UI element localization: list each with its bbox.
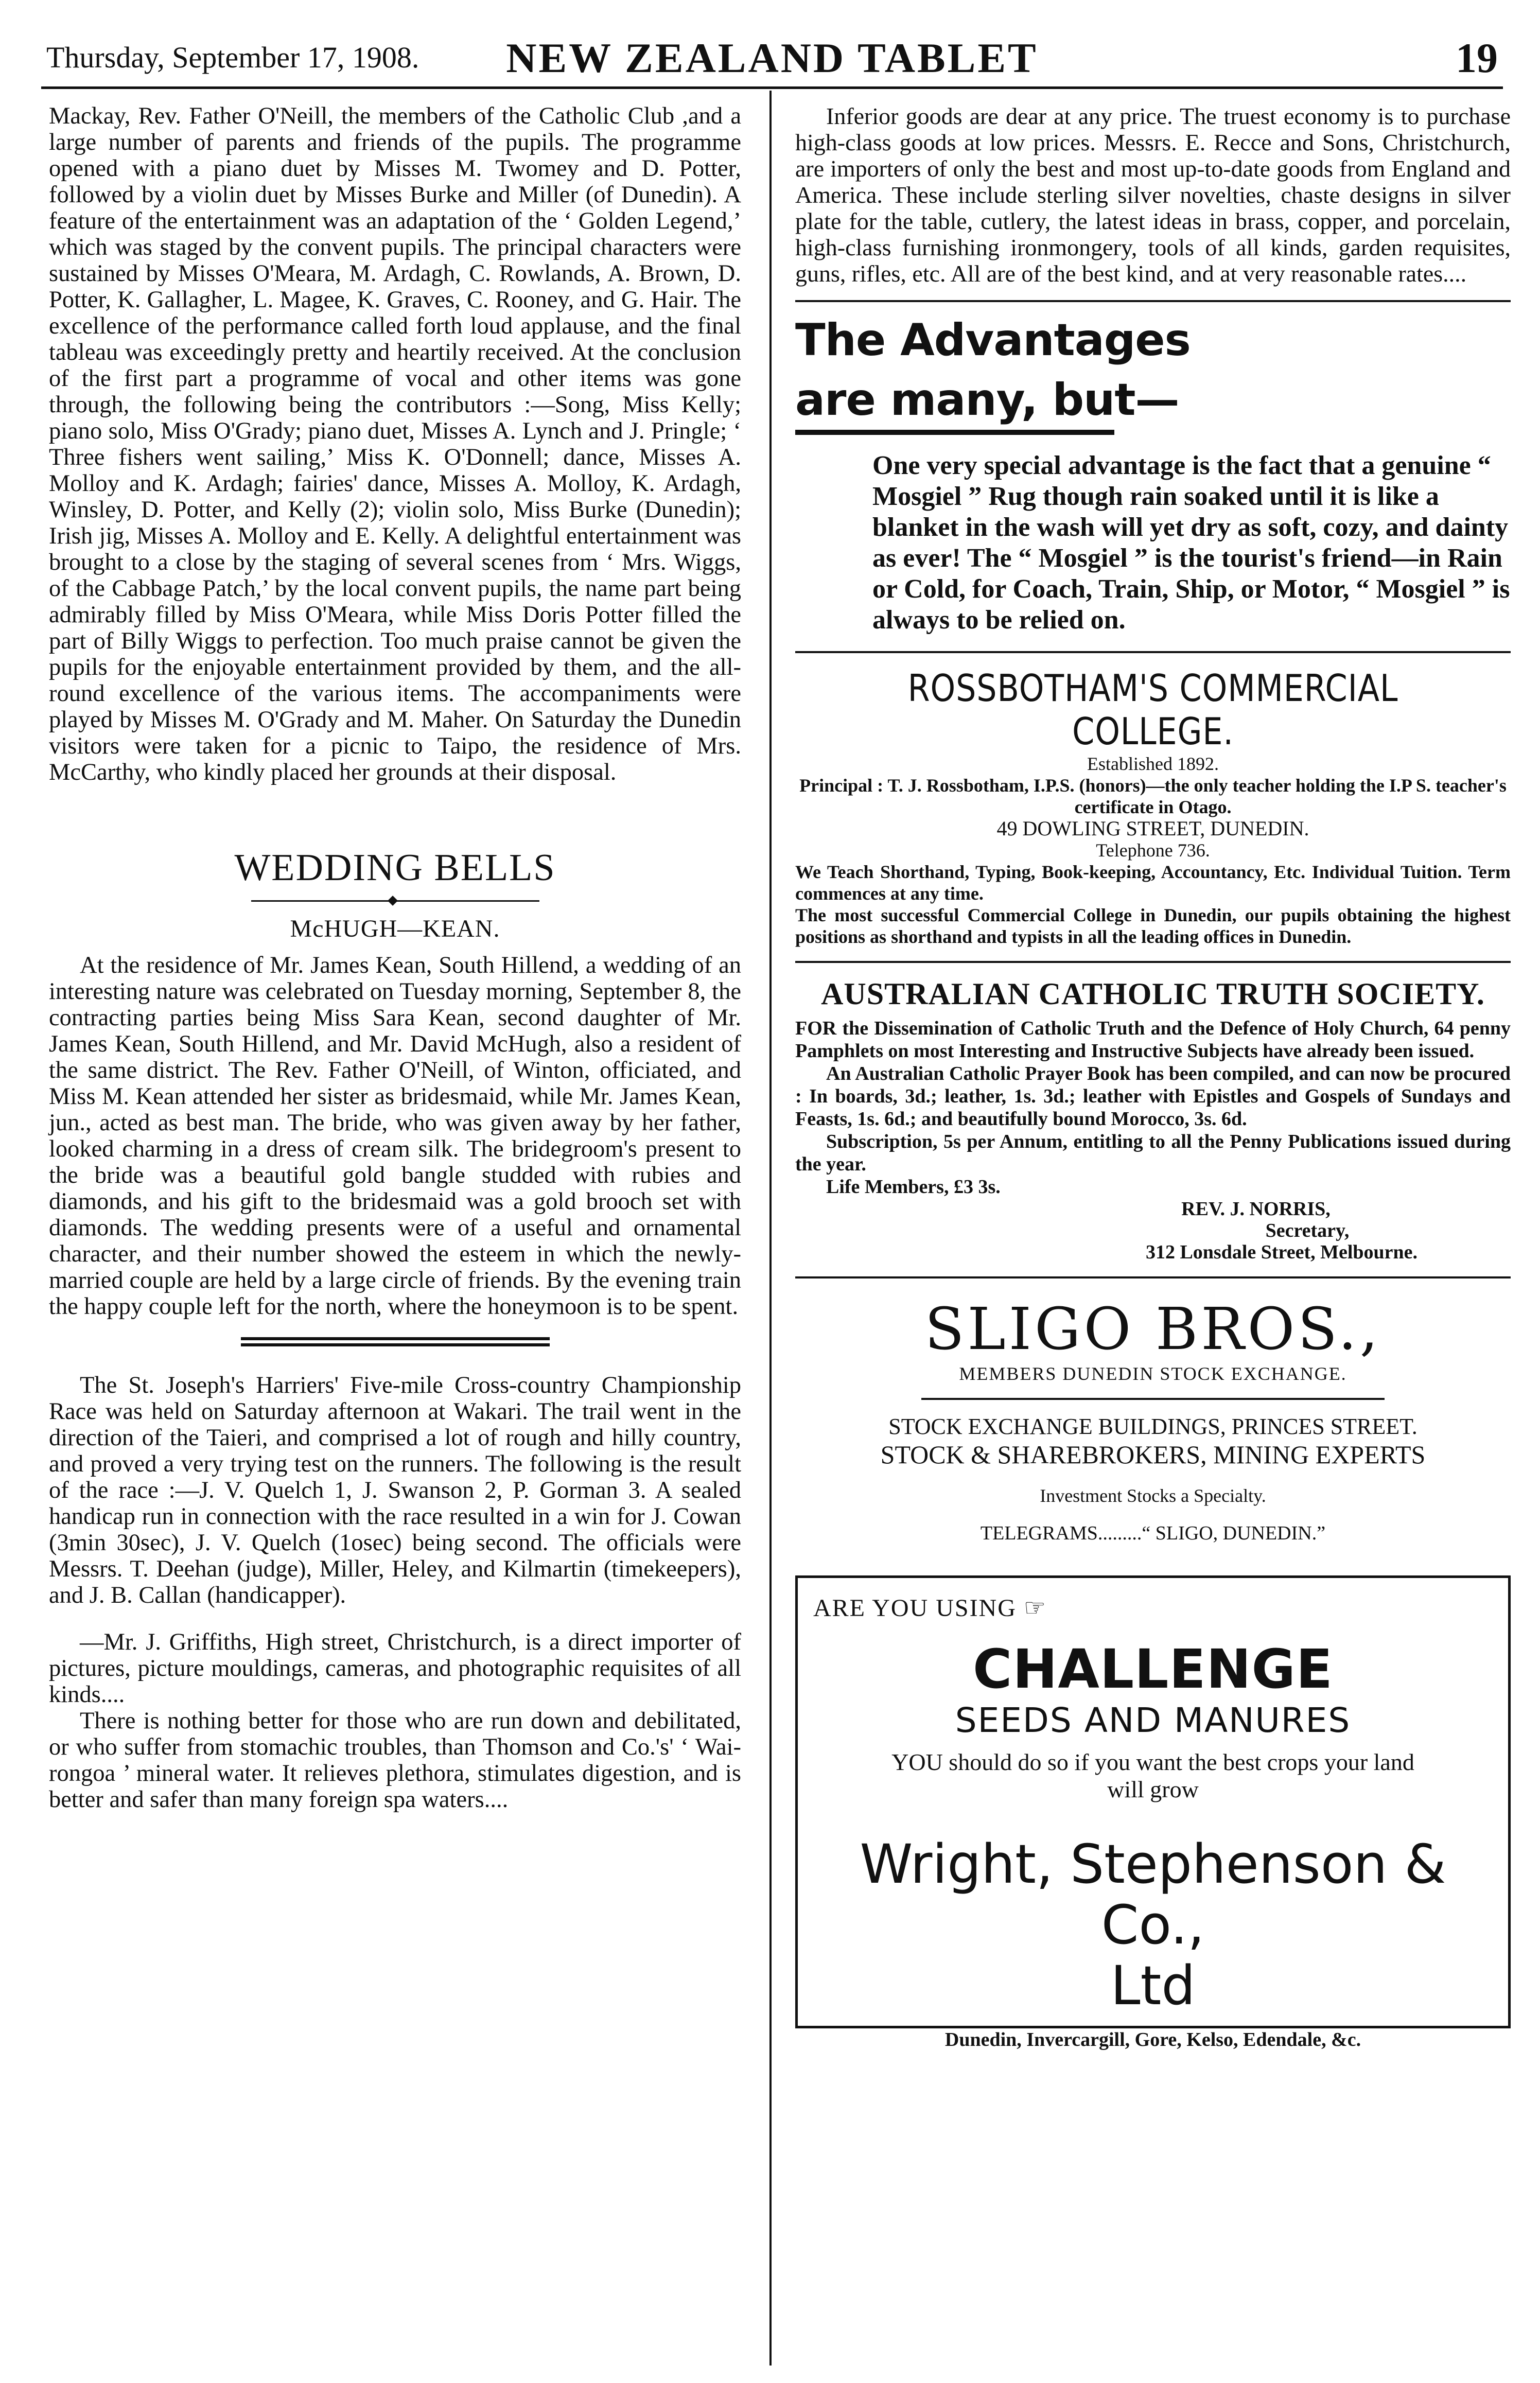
advantages-heading-2: are many, but—	[795, 374, 1179, 426]
column-divider	[769, 91, 772, 2366]
challenge-company: Wright, Stephenson & Co.,	[860, 1833, 1446, 1956]
challenge-pitch: YOU should do so if you want the best crops your land	[891, 1749, 1414, 1775]
thomson-paragraph: There is nothing better for those who are run down and debilitated, or who suffer from stomachic troubles, than Thomson and Co.'s' ‘ Wai-rongoa ’ mineral water. It relieves plethora, stimulates digestion, and is better and safer than many foreign spa waters....	[49, 1708, 741, 1813]
acts-signature-name: REV. J. NORRIS,	[1181, 1198, 1331, 1220]
rule	[795, 651, 1511, 653]
rossbotham-success: The most successful Commercial College in Dunedin, our pupils obtaining the highest positions as shorthand and typists in all the leading offices in Dunedin.	[795, 905, 1511, 947]
challenge-subtitle: SEEDS AND MANURES	[955, 1701, 1351, 1740]
newspaper-title: NEW ZEALAND TABLET	[506, 34, 1038, 81]
acts-life-members: Life Members, £3 3s.	[826, 1176, 1001, 1198]
recce-paragraph: Inferior goods are dear at any price. The truest economy is to purchase high-class goods at low prices. Messrs. E. Recce and Sons, Christchurch, are importers of only the best and most up-to-date goods from England and America. These include sterling silver novelties, chaste designs in silver plate for the table, cutlery, the latest ideas in brass, copper, and porcelain, high-class furnishing ironmongery, tools of all kinds, garden requisites, guns, rifles, etc. All are of the best kind, and at very reasonable rates....	[795, 103, 1511, 287]
diamond-ornament-icon	[388, 896, 398, 906]
challenge-title: CHALLENGE	[973, 1638, 1333, 1701]
advantages-heading-1: The Advantages	[795, 314, 1191, 366]
acts-paragraph-1: FOR the Dissemination of Catholic Truth and the Defence of Holy Church, 64 penny Pamphlets on most Interesting and Instructive Subjects have already been issued.	[795, 1018, 1511, 1062]
heading-bar	[795, 430, 1114, 435]
challenge-pitch-2: will grow	[1107, 1776, 1199, 1802]
right-column	[795, 103, 1511, 2051]
rule	[795, 1276, 1511, 1278]
catholic-truth-society-advertisement	[795, 976, 1511, 1263]
section-double-rule	[241, 1337, 550, 1346]
issue-date: Thursday, September 17, 1908.	[46, 41, 419, 74]
acts-signature-address: 312 Lonsdale Street, Melbourne.	[1145, 1241, 1418, 1263]
sligo-subtitle: MEMBERS DUNEDIN STOCK EXCHANGE.	[959, 1363, 1347, 1384]
convent-concert-paragraph: Mackay, Rev. Father O'Neill, the members of the Catholic Club ,and a large number of parents and friends of the pupils. The programme opened with a piano duet by Misses M. Twomey and D. Potter, followed by a violin duet by Misses Burke and Miller (of Dunedin). A feature of the entertainment was an adaptation of the ‘ Golden Legend,’ which was staged by the convent pupils. The principal characters were sustained by Misses O'Meara, M. Ardagh, C. Rowlands, A. Brown, D. Potter, K. Gallagher, L. Magee, K. Graves, C. Rooney, and G. Hair. The excellence of the performance called forth loud applause, and the final tableau was exceedingly pretty and heartily received. At the conclusion of the first part a programme of vocal and other items was gone through, the following being the contributors :—Song, Miss Kelly; piano solo, Miss O'Grady; piano duet, Misses A. Lynch and J. Pringle; ‘ Three fishers went sailing,’ Miss K. O'Donnell; dance, Misses A. Molloy and K. Ardagh; fairies' dance, Misses A. Molloy, K. Ardagh, Winsley, D. Potter, and Kelly (2); violin solo, Miss Burke (Dunedin); Irish jig, Misses A. Molloy and E. Kelly. A delightful entertainment was brought to a close by the staging of several scenes from ‘ Mrs. Wiggs, of the Cabbage Patch,’ by the local convent pupils, the name part being admirably filled by Miss O'Meara, while Miss Doris Potter filled the part of Billy Wiggs to perfection. Too much praise cannot be given the pupils for the enjoyable entertainment provided by them, and the all-round excellence of the various items. The accompaniments were played by Misses M. O'Grady and M. Maher. On Saturday the Dunedin visitors were taken for a picnic to Taipo, the residence of Mrs. McCarthy, who kindly placed her grounds at their disposal.	[49, 103, 741, 785]
page-header	[46, 20, 1498, 89]
harriers-paragraph: The St. Joseph's Harriers' Five-mile Cross-country Championship Race was held on Saturday afternoon at Wakari. The trail went in the direction of the Taieri, and comprised a lot of rough and hilly country, and proved a very trying test on the runners. The following is the result of the race :—J. V. Quelch 1, J. Swanson 2, P. Gorman 3. A sealed handicap run in connection with the race resulted in a win for J. Cowan (3min 30sec), J. V. Quelch (1osec) being second. The officials were Messrs. T. Deehan (judge), Miller, Heley, and Kilmartin (timekeepers), and J. B. Callan (handicapper).	[49, 1372, 741, 1608]
griffiths-paragraph: —Mr. J. Griffiths, High street, Christchurch, is a direct importer of pictures, picture mouldings, cameras, and photographic requisites of all kinds....	[49, 1629, 741, 1708]
challenge-company-ltd: Ltd	[1110, 1954, 1196, 2017]
sligo-address: STOCK EXCHANGE BUILDINGS, PRINCES STREET.	[888, 1414, 1417, 1439]
rossbotham-teaching: We Teach Shorthand, Typing, Book-keeping, Accountancy, Etc. Individual Tuition. Term commences at any time.	[795, 862, 1511, 904]
page-number: 19	[1456, 34, 1498, 81]
rossbotham-title: ROSSBOTHAM'S COMMERCIAL COLLEGE.	[907, 667, 1398, 753]
wedding-bells-title: WEDDING BELLS	[234, 847, 556, 889]
mosgiel-advertisement	[795, 316, 1511, 636]
rule	[921, 1398, 1385, 1400]
wedding-paragraph: At the residence of Mr. James Kean, South Hillend, a wedding of an interesting nature was celebrated on Tuesday morning, September 8, the contracting parties being Miss Sara Kean, second daughter of Mr. James Kean, South Hillend, and Mr. David McHugh, also a resident of the same district. The Rev. Father O'Neill, of Winton, officiated, and Miss M. Kean attended her sister as bridesmaid, while Mr. James Kean, jun., acted as best man. The bride, who was given away by her father, looked charming in a dress of cream silk. The bridegroom's present to the bride was a beautiful gold bangle studded with rubies and diamonds, and his gift to the bridesmaid was a gold brooch set with diamonds. The wedding presents were of a useful and ornamental character, and their number showed the esteem in which the newly-married couple are held by a large circle of friends. By the evening train the happy couple left for the north, where the honeymoon is to be spent.	[49, 952, 741, 1320]
header-rule	[41, 86, 1503, 89]
left-column	[49, 103, 741, 1813]
rossbotham-advertisement	[795, 667, 1511, 948]
challenge-locations: Dunedin, Invercargill, Gore, Kelso, Edendale, &c.	[944, 2029, 1361, 2051]
rule	[795, 300, 1511, 302]
mosgiel-ad-body: One very special advantage is the fact that a genuine “ Mosgiel ” Rug though rain soaked until it is like a blanket in the wash will yet dry as soft, cozy, and dainty as ever! The “ Mosgiel ” is the tourist's friend—in Rain or Cold, for Coach, Train, Ship, or Motor, “ Mosgiel ” is always to be relied on.	[872, 451, 1510, 635]
rossbotham-established: Established 1892.	[1087, 754, 1219, 774]
acts-paragraph-2: An Australian Catholic Prayer Book has been compiled, and can now be procured : In boards, 3d.; leather, 1s. 3d.; leather with Epistles and Gospels of Sundays and Feasts, 1s. 6d.; and beautifully bound Morocco, 3s. 6d.	[795, 1063, 1511, 1130]
acts-paragraph-3: Subscription, 5s per Annum, entitling to all the Penny Publications issued during the year.	[795, 1131, 1511, 1175]
sligo-bros-advertisement	[795, 1296, 1511, 1545]
sligo-title: SLIGO BROS.,	[924, 1296, 1381, 1363]
acts-signature-role: Secretary,	[1265, 1220, 1350, 1241]
acts-title: AUSTRALIAN CATHOLIC TRUTH SOCIETY.	[821, 977, 1485, 1011]
rossbotham-address: 49 DOWLING STREET, DUNEDIN.	[996, 817, 1309, 840]
rule	[795, 961, 1511, 963]
wedding-subhead: McHUGH—KEAN.	[290, 915, 500, 942]
rossbotham-principal: Principal : T. J. Rossbotham, I.P.S. (honors)—the only teacher holding the I.P S. teacher's certificate in Otago.	[799, 775, 1507, 817]
sligo-telegrams: TELEGRAMS.........“ SLIGO, DUNEDIN.”	[980, 1522, 1326, 1544]
ornamental-rule	[251, 897, 539, 904]
challenge-question: ARE YOU USING ☞	[813, 1594, 1047, 1622]
rossbotham-telephone: Telephone 736.	[1096, 840, 1210, 861]
challenge-seeds-advertisement	[795, 1575, 1511, 2051]
sligo-specialty: Investment Stocks a Specialty.	[1040, 1485, 1266, 1506]
sligo-business: STOCK & SHAREBROKERS, MINING EXPERTS	[880, 1440, 1426, 1469]
